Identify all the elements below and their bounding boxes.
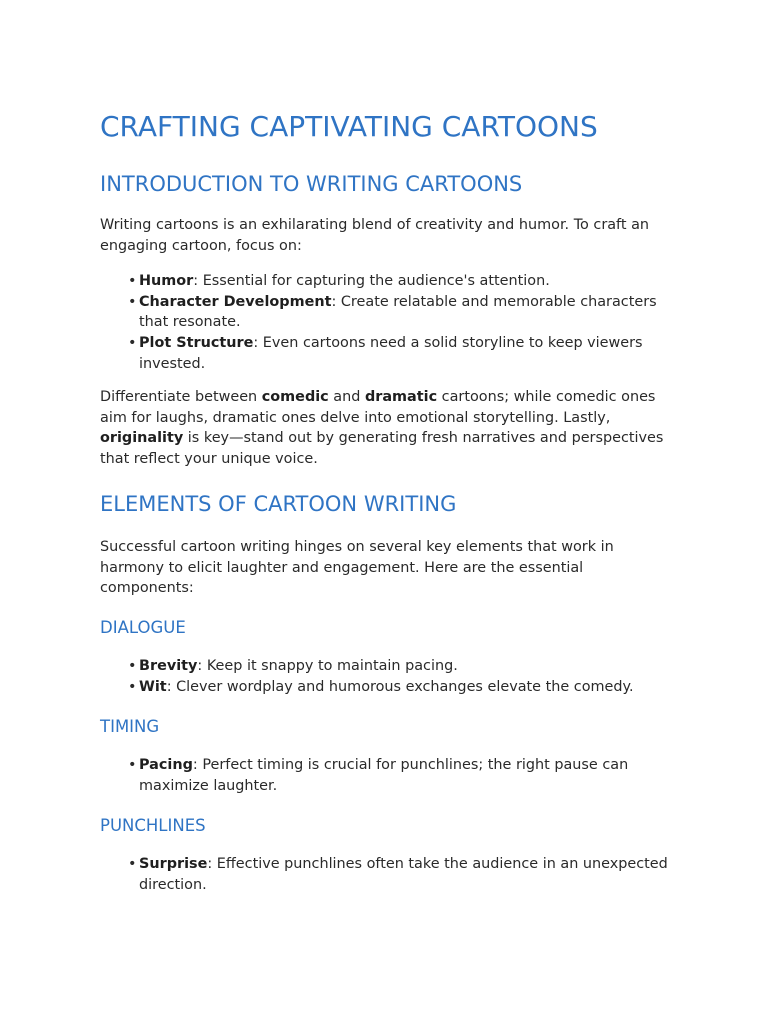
dialogue-list — [128, 656, 668, 697]
list-item-term: Humor — [139, 273, 194, 289]
list-item — [128, 292, 668, 333]
list-item-term: Pacing — [139, 757, 193, 773]
text-run: Differentiate between — [100, 389, 262, 405]
list-item — [128, 755, 668, 796]
intro-paragraph: Writing cartoons is an exhilarating blend of creativity and humor. To craft an engaging cartoon, focus on: — [100, 217, 650, 254]
list-item-text: : Even cartoons need a solid storyline to keep viewers invested. — [139, 335, 643, 372]
list-item — [128, 656, 668, 677]
list-item-term: Character Development — [139, 293, 332, 310]
list-item-text: : Clever wordplay and humorous exchanges elevate the comedy. — [166, 678, 634, 695]
list-item-term: Wit — [139, 678, 167, 695]
list-item — [128, 333, 668, 374]
emphasis-comedic: comedic — [261, 389, 329, 405]
list-item — [128, 271, 668, 292]
list-item-text: : Keep it snappy to maintain pacing. — [197, 658, 458, 674]
intro-heading: INTRODUCTION TO WRITING CARTOONS — [100, 172, 523, 196]
list-item-text: : Essential for capturing the audience's attention. — [193, 273, 550, 289]
list-item — [128, 854, 668, 895]
list-item-term: Surprise — [139, 856, 208, 872]
punchlines-list — [128, 854, 668, 895]
list-item-text: : Perfect timing is crucial for punchlines; the right pause can maximize laughter. — [139, 757, 629, 794]
punchlines-heading: PUNCHLINES — [100, 816, 206, 835]
elements-heading: ELEMENTS OF CARTOON WRITING — [100, 492, 457, 516]
list-item-text: : Effective punchlines often take the audience in an unexpected direction. — [139, 856, 668, 893]
list-item-text: : Create relatable and memorable characters that resonate. — [139, 293, 657, 331]
text-run: cartoons; while comedic ones aim for laughs, dramatic ones delve into emotional storytelling. Lastly, — [100, 389, 656, 426]
document-title: CRAFTING CAPTIVATING CARTOONS — [100, 110, 598, 143]
dialogue-heading: DIALOGUE — [100, 618, 186, 637]
emphasis-originality: originality — [100, 430, 184, 447]
timing-list — [128, 755, 668, 796]
list-item-term: Brevity — [139, 658, 198, 674]
list-item — [128, 677, 668, 698]
emphasis-dramatic: dramatic — [364, 389, 438, 405]
intro-closing-paragraph — [100, 387, 665, 470]
text-run: is key—stand out by generating fresh narratives and perspectives that reflect your unique voice. — [100, 430, 664, 468]
elements-paragraph: Successful cartoon writing hinges on several key elements that work in harmony to elicit laughter and engagement. Here are the essential components: — [100, 539, 614, 597]
intro-list — [128, 271, 668, 375]
list-item-term: Plot Structure — [139, 335, 254, 352]
text-run: and — [328, 389, 365, 405]
timing-heading: TIMING — [100, 717, 160, 736]
